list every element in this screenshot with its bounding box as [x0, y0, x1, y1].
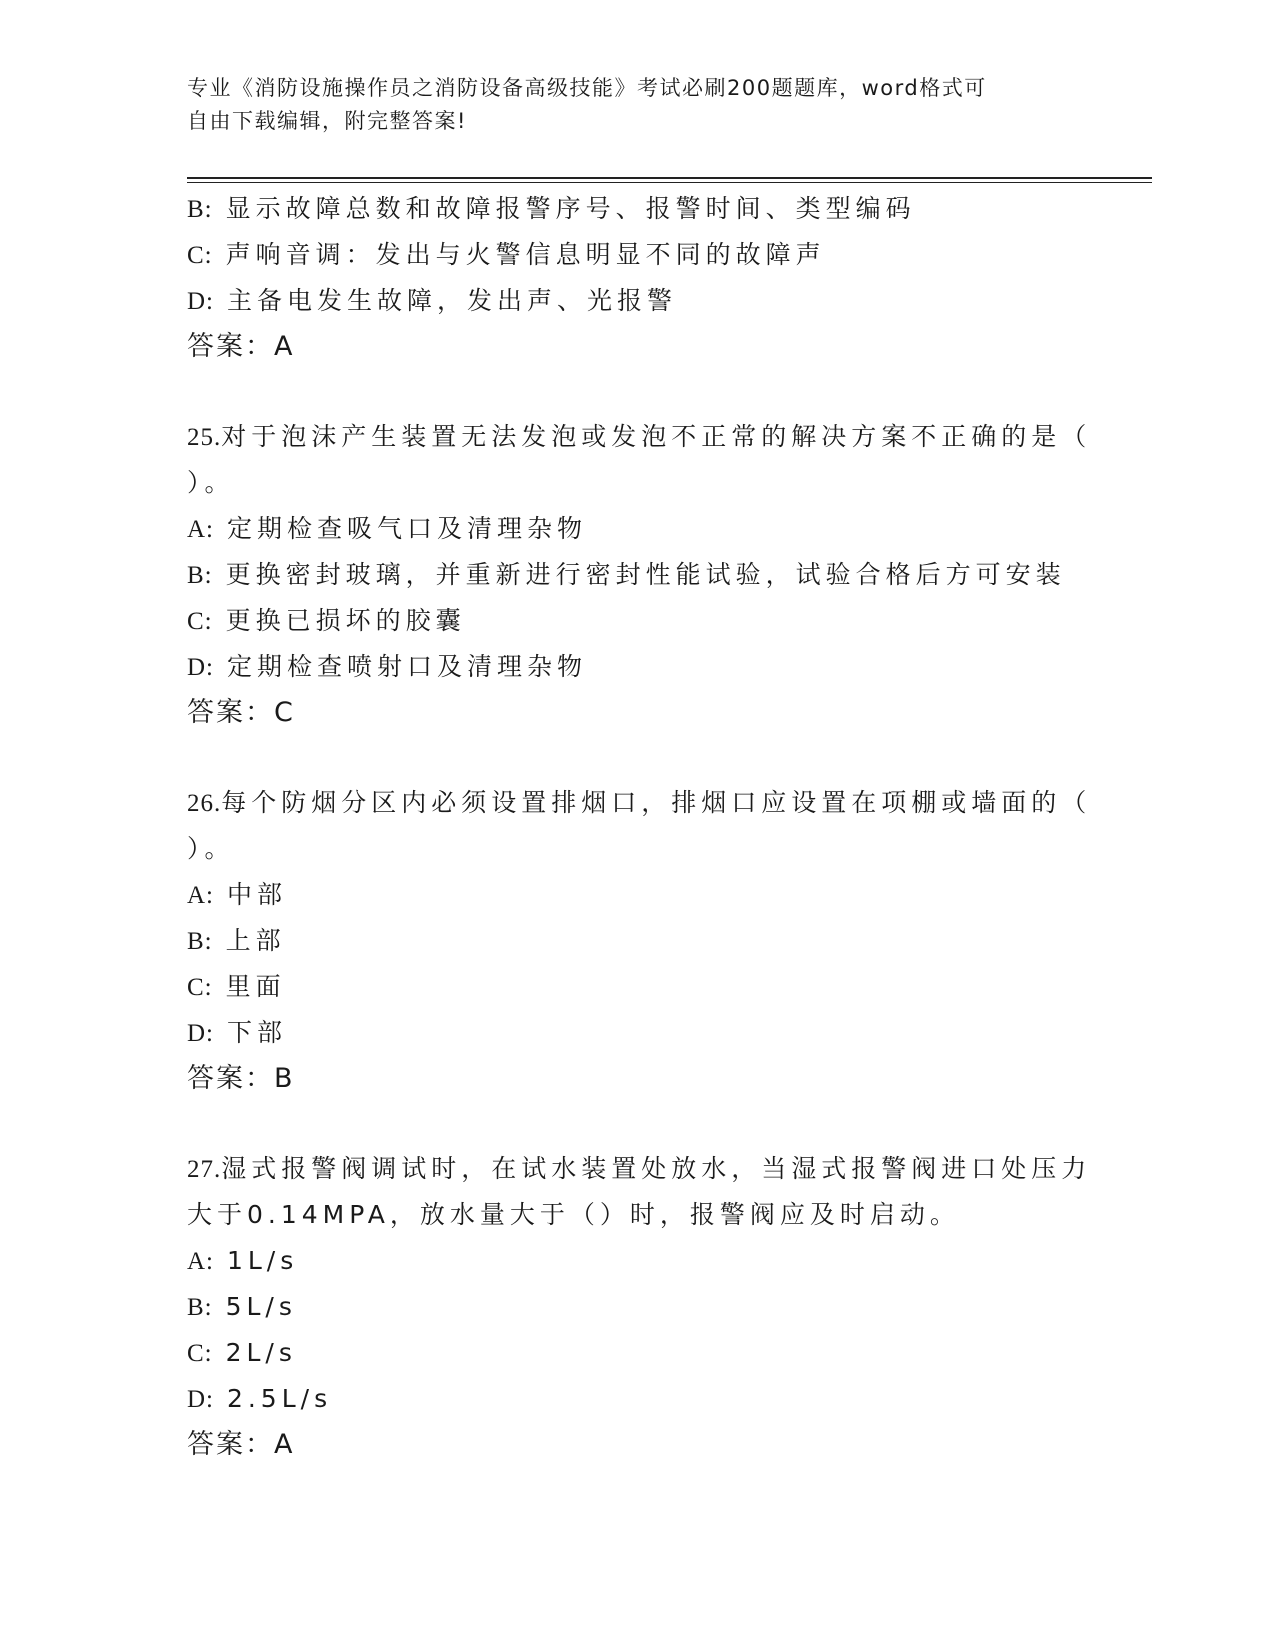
option-letter: C:	[187, 242, 213, 269]
answer-line: 答案：B	[187, 1063, 295, 1094]
question-stem	[187, 780, 1092, 826]
question-text: 每个防烟分区内必须设置排烟口，排烟口应设置在项棚或墙面的（	[221, 788, 1092, 817]
option-a	[187, 1238, 1087, 1284]
option-text: 更换密封玻璃，并重新进行密封性能试验，试验合格后方可安装	[225, 560, 1066, 589]
option-d	[187, 644, 1087, 690]
option-text: 声响音调：发出与火警信息明显不同的故障声	[225, 240, 826, 269]
option-letter: A:	[187, 1248, 214, 1275]
question-content	[187, 186, 1092, 1468]
option-a	[187, 872, 1087, 918]
answer-line: 答案：A	[187, 1429, 295, 1460]
option-letter: A:	[187, 882, 214, 909]
option-text: 定期检查吸气口及清理杂物	[226, 514, 587, 543]
option-letter: C:	[187, 1340, 213, 1367]
option-text: 2.5L/s	[226, 1384, 333, 1413]
option-letter: B:	[187, 562, 213, 589]
option-letter: B:	[187, 196, 213, 223]
question-26	[187, 780, 1092, 1102]
question-stem-continued: ）。	[187, 834, 235, 863]
prev-question-block	[187, 186, 1087, 370]
question-25	[187, 414, 1092, 736]
question-stem	[187, 414, 1092, 460]
option-letter: B:	[187, 928, 213, 955]
header-divider-thin	[187, 182, 1152, 183]
option-d	[187, 278, 1087, 324]
option-letter: B:	[187, 1294, 213, 1321]
question-text: 对于泡沫产生装置无法发泡或发泡不正常的解决方案不正确的是（	[221, 422, 1092, 451]
header-divider-thick	[187, 177, 1152, 179]
option-c	[187, 964, 1087, 1010]
option-d	[187, 1010, 1087, 1056]
option-text: 下部	[226, 1018, 287, 1047]
header-line-2: 自由下载编辑，附完整答案!	[187, 109, 467, 133]
option-letter: D:	[187, 1386, 214, 1413]
option-b	[187, 552, 1087, 598]
option-letter: C:	[187, 974, 213, 1001]
question-27	[187, 1146, 1092, 1468]
question-number: 27.	[187, 1156, 222, 1183]
option-text: 里面	[225, 972, 286, 1001]
question-stem-continued: 大于0.14MPA，放水量大于（）时，报警阀应及时启动。	[187, 1200, 960, 1229]
document-header	[187, 72, 1067, 138]
option-d	[187, 1376, 1087, 1422]
option-text: 显示故障总数和故障报警序号、报警时间、类型编码	[225, 194, 916, 223]
option-text: 2L/s	[225, 1338, 297, 1367]
option-letter: D:	[187, 288, 214, 315]
option-b	[187, 918, 1087, 964]
question-stem	[187, 1146, 1092, 1192]
question-stem-continued: ）。	[187, 468, 235, 497]
header-line-1: 专业《消防设施操作员之消防设备高级技能》考试必刷200题题库，word格式可	[187, 76, 987, 100]
option-c	[187, 1330, 1087, 1376]
option-letter: D:	[187, 654, 214, 681]
option-text: 中部	[226, 880, 287, 909]
answer-line: 答案：C	[187, 697, 295, 728]
option-a	[187, 506, 1087, 552]
question-number: 26.	[187, 790, 222, 817]
option-text: 更换已损坏的胶囊	[225, 606, 466, 635]
option-text: 1L/s	[226, 1246, 299, 1275]
option-text: 主备电发生故障，发出声、光报警	[226, 286, 677, 315]
question-text: 湿式报警阀调试时，在试水装置处放水，当湿式报警阀进口处压力	[221, 1154, 1092, 1183]
option-letter: C:	[187, 608, 213, 635]
option-letter: D:	[187, 1020, 214, 1047]
option-text: 5L/s	[225, 1292, 297, 1321]
option-letter: A:	[187, 516, 214, 543]
option-c	[187, 598, 1087, 644]
question-number: 25.	[187, 424, 222, 451]
answer-line: 答案：A	[187, 331, 295, 362]
option-text: 定期检查喷射口及清理杂物	[226, 652, 587, 681]
option-b	[187, 186, 1087, 232]
option-b	[187, 1284, 1087, 1330]
option-text: 上部	[225, 926, 286, 955]
option-c	[187, 232, 1087, 278]
